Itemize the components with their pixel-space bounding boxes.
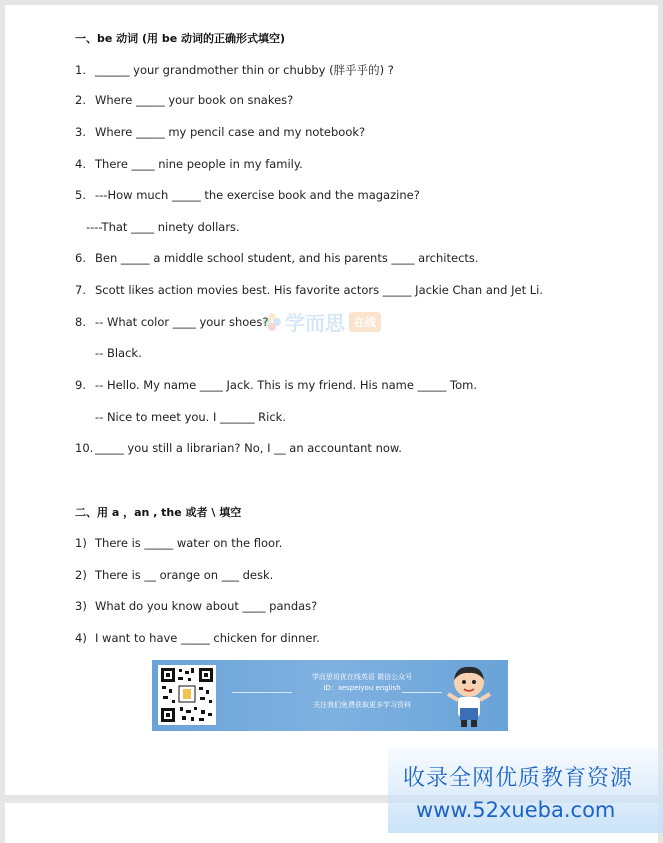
- fill-item-1: [75, 536, 282, 550]
- question-2: [75, 93, 293, 107]
- item-number: 1): [75, 536, 87, 550]
- item-number: 2): [75, 568, 87, 582]
- question-number: 1.: [75, 63, 86, 77]
- question-number: 7.: [75, 283, 86, 297]
- question-number: 6.: [75, 251, 86, 265]
- question-8-answer-line: -- Black.: [95, 346, 142, 360]
- question-6: [75, 251, 479, 265]
- fill-item-2: [75, 568, 273, 582]
- item-number: 4): [75, 631, 87, 645]
- question-number: 9.: [75, 378, 86, 392]
- question-text: ______ your grandmother thin or chubby (胖乎乎的) ?: [95, 63, 394, 77]
- watermark-text: 学而思: [285, 311, 345, 335]
- question-8: [75, 315, 268, 329]
- question-9-answer-line: -- Nice to meet you. I ______ Rick.: [95, 410, 286, 424]
- question-text: Where _____ my pencil case and my notebook?: [95, 125, 366, 139]
- question-text: -- Hello. My name ____ Jack. This is my friend. His name _____ Tom.: [95, 378, 477, 392]
- banner-line-3: 关注我们免费获取更多学习资料: [313, 701, 411, 709]
- document-page: [5, 5, 658, 795]
- item-text: What do you know about ____ pandas?: [95, 599, 318, 613]
- section1-heading: 一、be 动词 (用 be 动词的正确形式填空): [75, 32, 286, 45]
- question-text: _____ you still a librarian? No, I __ an accountant now.: [95, 441, 402, 455]
- site-promo-overlay: [388, 747, 663, 833]
- question-text: -- What color ____ your shoes?: [95, 315, 269, 329]
- item-number: 3): [75, 599, 87, 613]
- question-number: 3.: [75, 125, 86, 139]
- section2-heading: 二、用 a ，an , the 或者 \ 填空: [75, 506, 242, 519]
- banner-text: [272, 672, 452, 711]
- item-text: I want to have _____ chicken for dinner.: [95, 631, 320, 645]
- question-text: Where _____ your book on snakes?: [95, 93, 294, 107]
- question-number: 5.: [75, 188, 86, 202]
- question-number: 10.: [75, 441, 94, 455]
- question-text: Ben _____ a middle school student, and his parents ____ architects.: [95, 251, 479, 265]
- fill-item-3: [75, 599, 317, 613]
- question-10: [75, 441, 402, 455]
- item-text: There is __ orange on ___ desk.: [95, 568, 274, 582]
- promo-slogan: 收录全网优质教育资源: [403, 766, 634, 791]
- question-9: [75, 378, 477, 392]
- question-1: [75, 62, 394, 78]
- question-text: Scott likes action movies best. His favorite actors _____ Jackie Chan and Jet Li.: [95, 283, 544, 297]
- promo-url[interactable]: www.52xueba.com: [416, 798, 616, 822]
- question-text: There ____ nine people in my family.: [95, 157, 303, 171]
- watermark-badge: 在线: [349, 312, 381, 332]
- question-number: 8.: [75, 315, 86, 329]
- question-text: ---How much _____ the exercise book and the magazine?: [95, 188, 420, 202]
- cartoon-boy-icon: [444, 664, 494, 731]
- question-7: [75, 283, 543, 297]
- question-5: [75, 188, 420, 202]
- banner-line-1: 学而思培优在线英语 微信公众号: [311, 673, 413, 681]
- fill-item-4: [75, 631, 320, 645]
- watermark-logo: [263, 307, 381, 336]
- question-number: 2.: [75, 93, 86, 107]
- promo-banner: [152, 660, 508, 731]
- banner-line-2: ID：xespeiyou english: [323, 684, 401, 692]
- question-number: 4.: [75, 157, 86, 171]
- qr-code-icon: [158, 665, 216, 725]
- flower-logo-icon: [263, 313, 281, 331]
- item-text: There is _____ water on the floor.: [95, 536, 283, 550]
- question-3: [75, 125, 365, 139]
- question-5-answer-line: ----That ____ ninety dollars.: [86, 220, 240, 234]
- question-4: [75, 157, 303, 171]
